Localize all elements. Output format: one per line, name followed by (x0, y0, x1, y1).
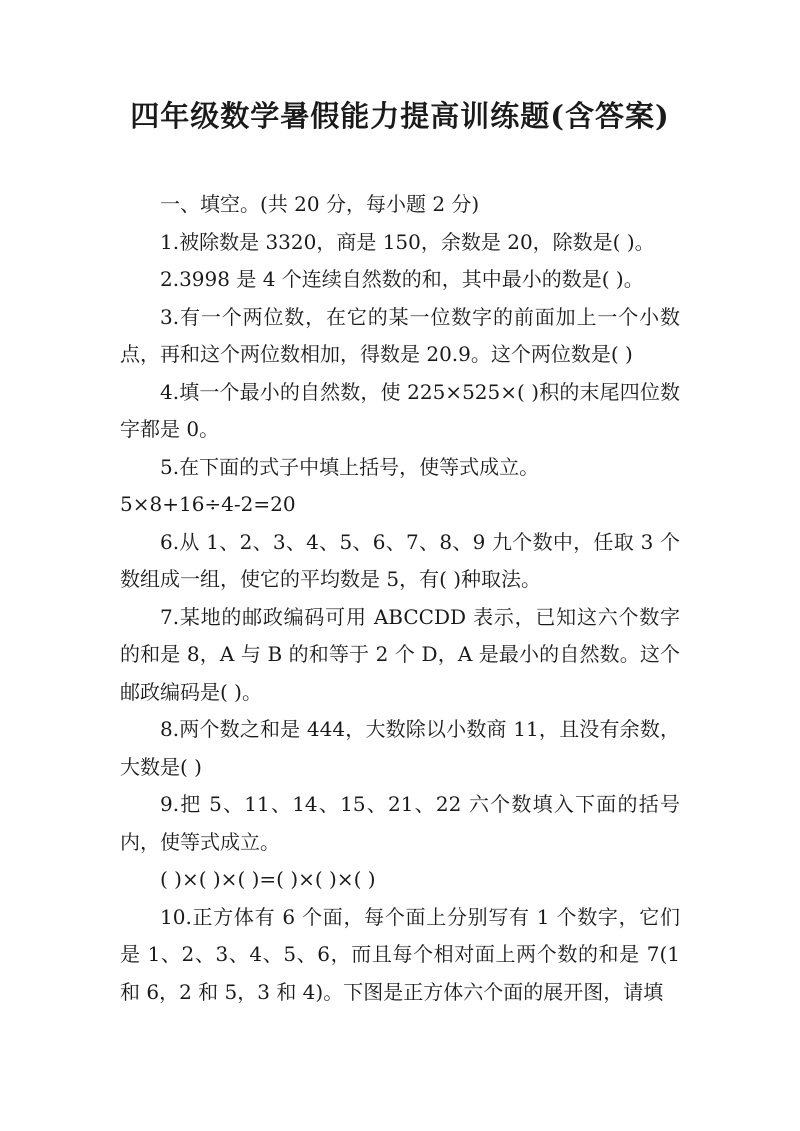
question-7: 7.某地的邮政编码可用 ABCCDD 表示，已知这六个数字的和是 8，A 与 B 的和等于 2 个 D，A 是最小的自然数。这个邮政编码是( )。 (120, 604, 680, 704)
question-6: 6.从 1、2、3、4、5、6、7、8、9 九个数中，任取 3 个数组成一组，使它的平均数是 5，有( )种取法。 (120, 529, 680, 591)
question-9-equation: ( )×( )×( )=( )×( )×( ) (160, 867, 376, 891)
section-heading: 一、填空。(共 20 分，每小题 2 分) (160, 192, 480, 216)
question-1: 1.被除数是 3320，商是 150，余数是 20，除数是( )。 (160, 229, 655, 254)
document-title: 四年级数学暑假能力提高训练题(含答案) (130, 99, 670, 133)
question-8: 8.两个数之和是 444，大数除以小数商 11，且没有余数，大数是( ) (120, 717, 680, 779)
question-10: 10.正方体有 6 个面，每个面上分别写有 1 个数字，它们是 1、2、3、4、5、6，而且每个相对面上两个数的和是 7(1 和 6，2 和 5，3 和 4)。下图是正方体六个面的展开图，请填 (120, 904, 680, 1004)
question-3: 3.有一个两位数，在它的某一位数字的前面加上一个小数点，再和这个两位数相加，得数是 20.9。这个两位数是( ) (120, 304, 680, 366)
question-4: 4.填一个最小的自然数，使 225×525×( )积的末尾四位数字都是 0。 (120, 379, 680, 441)
question-2: 2.3998 是 4 个连续自然数的和，其中最小的数是( )。 (160, 267, 644, 291)
document-body (120, 186, 680, 1011)
question-5: 5.在下面的式子中填上括号，使等式成立。 (160, 454, 540, 479)
question-9: 9.把 5、11、14、15、21、22 六个数填入下面的括号内，使等式成立。 (120, 792, 680, 854)
question-5-equation: 5×8+16÷4-2=20 (120, 492, 296, 516)
